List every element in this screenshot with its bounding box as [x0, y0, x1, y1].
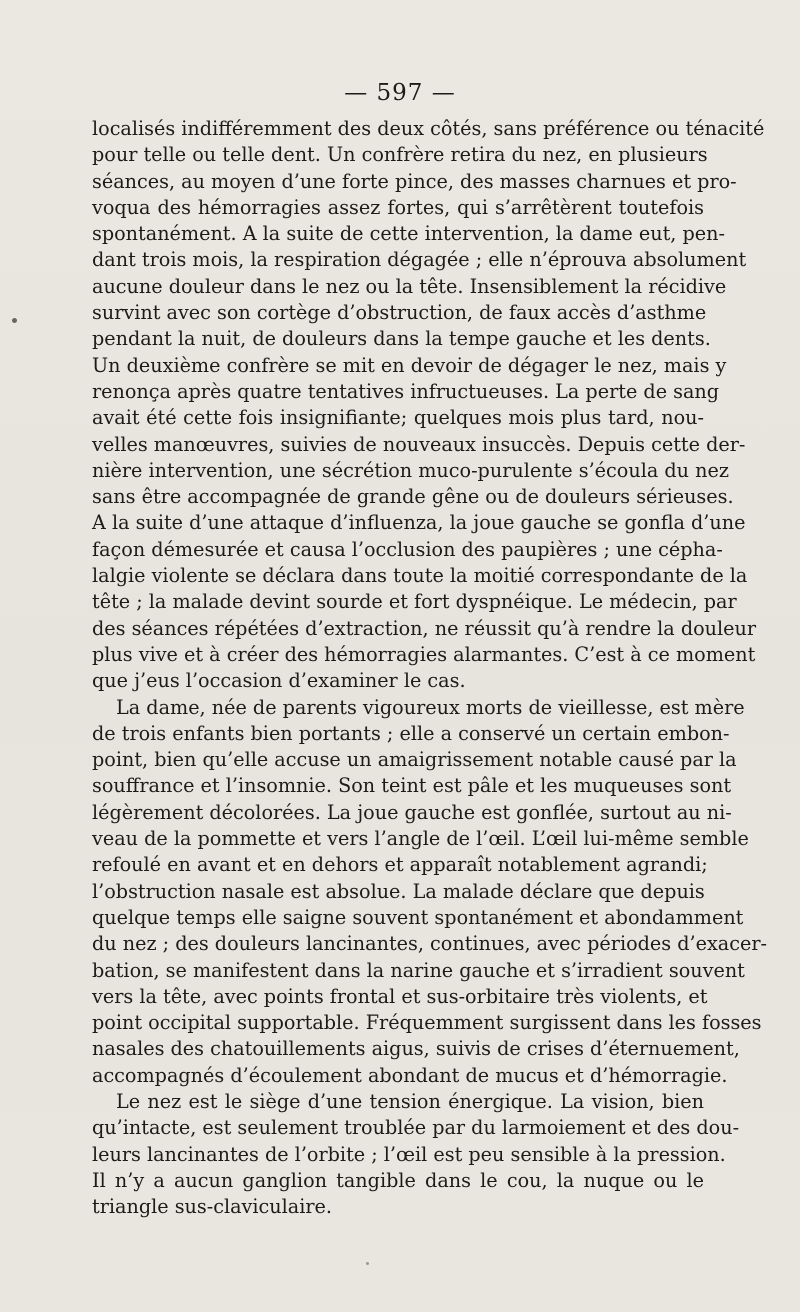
text-line: accompagnés d’écoulement abondant de mucus et d’hémorragie. [92, 1063, 728, 1087]
text-line: nasales des chatouillements aigus, suivis de crises d’éternuement, [92, 1037, 740, 1061]
text-line: plus vive et à créer des hémorragies alarmantes. C’est à ce moment [92, 642, 756, 666]
text-line: des séances répétées d’extraction, ne réussit qu’à rendre la douleur [92, 616, 757, 640]
text-line: nière intervention, une sécrétion muco-purulente s’écoula du nez [92, 458, 729, 482]
paper-speck [366, 1262, 369, 1265]
text-line: bation, se manifestent dans la narine gauche et s’irradient souvent [92, 958, 745, 982]
text-line: Le nez est le siège d’une tension énergique. La vision, bien [116, 1089, 704, 1113]
body-text [92, 116, 767, 1220]
text-line: séances, au moyen d’une forte pince, des masses charnues et pro- [92, 169, 737, 193]
text-line: que j’eus l’occasion d’examiner le cas. [92, 669, 466, 693]
text-line: leurs lancinantes de l’orbite ; l’œil est peu sensible à la pression. [92, 1142, 726, 1166]
text-line: renonça après quatre tentatives infructueuses. La perte de sang [92, 379, 720, 403]
text-line: sans être accompagnée de grande gêne ou de douleurs sérieuses. [92, 485, 734, 509]
text-line: vers la tête, avec points frontal et sus-orbitaire très violents, et [92, 984, 708, 1008]
text-line: qu’intacte, est seulement troublée par du larmoiement et des dou- [92, 1116, 740, 1140]
text-line: dant trois mois, la respiration dégagée ; elle n’éprouva absolument [92, 248, 747, 272]
text-line: du nez ; des douleurs lancinantes, continues, avec périodes d’exacer- [92, 932, 767, 956]
paper-speck [12, 318, 17, 323]
text-line: velles manœuvres, suivies de nouveaux insuccès. Depuis cette der- [92, 432, 746, 456]
text-line: Il n’y a aucun ganglion tangible dans le cou, la nuque ou le [92, 1168, 704, 1192]
text-line: Un deuxième confrère se mit en devoir de dégager le nez, mais y [92, 353, 727, 377]
text-line: de trois enfants bien portants ; elle a conservé un certain embon- [92, 721, 730, 745]
text-line: pour telle ou telle dent. Un confrère retira du nez, en plusieurs [92, 143, 708, 167]
text-line: A la suite d’une attaque d’influenza, la joue gauche se gonfla d’une [92, 511, 746, 535]
text-line: quelque temps elle saigne souvent spontanément et abondamment [92, 905, 744, 929]
text-line: triangle sus-claviculaire. [92, 1195, 332, 1219]
text-line: survint avec son cortège d’obstruction, de faux accès d’asthme [92, 301, 707, 325]
text-line: pendant la nuit, de douleurs dans la tempe gauche et les dents. [92, 327, 711, 351]
text-line: l’obstruction nasale est absolue. La malade déclare que depuis [92, 879, 705, 903]
text-line: localisés indifféremment des deux côtés, sans préférence ou ténacité [92, 117, 765, 140]
text-line: légèrement décolorées. La joue gauche est gonflée, surtout au ni- [92, 800, 732, 824]
text-line: lalgie violente se déclara dans toute la moitié correspondante de la [92, 564, 748, 588]
text-line: tête ; la malade devint sourde et fort dyspnéique. Le médecin, par [92, 590, 737, 614]
text-line: La dame, née de parents vigoureux morts de vieillesse, est mère [116, 695, 745, 719]
text-line: refoulé en avant et en dehors et apparaît notablement agrandi; [92, 853, 708, 877]
page-number: — 597 — [344, 80, 456, 106]
text-line: avait été cette fois insignifiante; quelques mois plus tard, nou- [92, 406, 704, 430]
text-line: aucune douleur dans le nez ou la tête. Insensiblement la récidive [92, 274, 727, 298]
text-line: voqua des hémorragies assez fortes, qui s’arrêtèrent toutefois [92, 195, 704, 219]
text-line: souffrance et l’insomnie. Son teint est pâle et les muqueuses sont [92, 774, 732, 798]
text-line: veau de la pommette et vers l’angle de l’œil. L’œil lui-même semble [92, 827, 749, 851]
text-line: point, bien qu’elle accuse un amaigrissement notable causé par la [92, 748, 737, 772]
text-line: spontanément. A la suite de cette intervention, la dame eut, pen- [92, 222, 725, 246]
text-line: façon démesurée et causa l’occlusion des paupières ; une cépha- [92, 537, 723, 561]
text-line: point occipital supportable. Fréquemment surgissent dans les fosses [92, 1011, 762, 1035]
